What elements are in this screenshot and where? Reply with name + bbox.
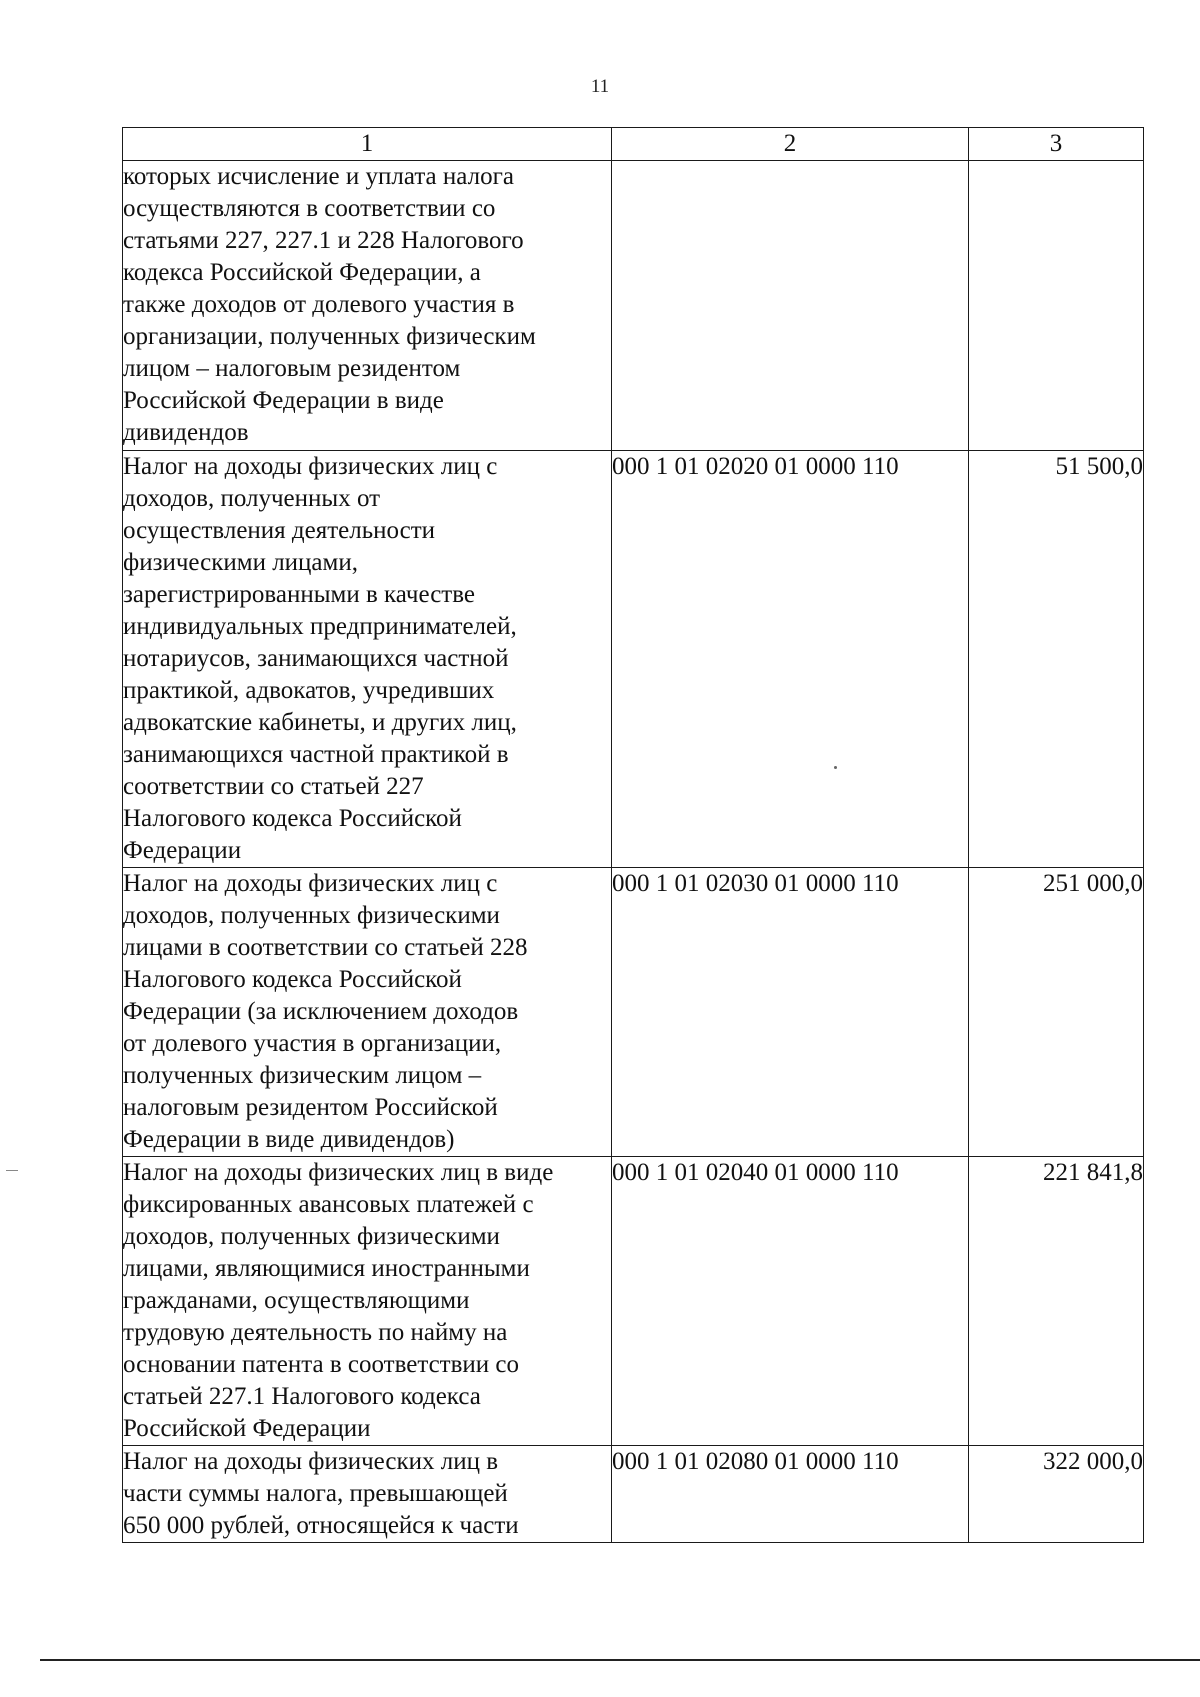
page-number: 11 <box>590 76 610 97</box>
row-name-cell: которых исчисление и уплата налога осуществляются в соответствии со статьями 227, 227.1 и 228 Налогового кодекса Российской Федерации, а также доходов от долевого участия в организации, полученных физическим лицом – налоговым резидентом Российской Федерации в виде дивидендов <box>123 161 612 451</box>
row-name-cell: Налог на доходы физических лиц в части суммы налога, превышающей 650 000 рублей, относящейся к части <box>123 1446 612 1543</box>
column-header-1: 1 <box>123 128 612 161</box>
budget-revenue-table <box>122 127 1144 1543</box>
table-row <box>123 161 1144 451</box>
row-name-cell: Налог на доходы физических лиц с доходов, полученных физическими лицами в соответствии со статьей 228 Налогового кодекса Российской Федерации (за исключением доходов от долевого участия в организации, полученных физическим лицом – налоговым резидентом Российской Федерации в виде дивидендов) <box>123 868 612 1157</box>
row-name-cell: Налог на доходы физических лиц с доходов, полученных от осуществления деятельности физическими лицами, зарегистрированными в качестве индивидуальных предпринимателей, нотариусов, занимающихся частной практикой, адвокатов, учредивших адвокатские кабинеты, и других лиц, занимающихся частной практикой в соответствии со статьей 227 Налогового кодекса Российской Федерации <box>123 451 612 868</box>
row-code-cell: 000 1 01 02030 01 0000 110 <box>612 868 969 1157</box>
column-header-2: 2 <box>612 128 969 161</box>
row-code-cell: 000 1 01 02020 01 0000 110 <box>612 451 969 868</box>
table-row <box>123 1157 1144 1446</box>
row-amount-cell: 221 841,8 <box>969 1157 1144 1446</box>
table-row <box>123 868 1144 1157</box>
row-amount-cell <box>969 161 1144 451</box>
column-header-3: 3 <box>969 128 1144 161</box>
row-code-cell: 000 1 01 02040 01 0000 110 <box>612 1157 969 1446</box>
table-row <box>123 451 1144 868</box>
footer-rule <box>40 1659 1200 1661</box>
row-code-cell: 000 1 01 02080 01 0000 110 <box>612 1446 969 1543</box>
table-header-row <box>123 128 1144 161</box>
row-amount-cell: 51 500,0 <box>969 451 1144 868</box>
table-row <box>123 1446 1144 1543</box>
row-name-cell: Налог на доходы физических лиц в виде фиксированных авансовых платежей с доходов, полученных физическими лицами, являющимися иностранными гражданами, осуществляющими трудовую деятельность по найму на основании патента в соответствии со статьей 227.1 Налогового кодекса Российской Федерации <box>123 1157 612 1446</box>
row-code-cell <box>612 161 969 451</box>
row-amount-cell: 322 000,0 <box>969 1446 1144 1543</box>
scan-speck <box>834 766 837 769</box>
scan-margin-mark <box>6 1170 18 1171</box>
row-amount-cell: 251 000,0 <box>969 868 1144 1157</box>
